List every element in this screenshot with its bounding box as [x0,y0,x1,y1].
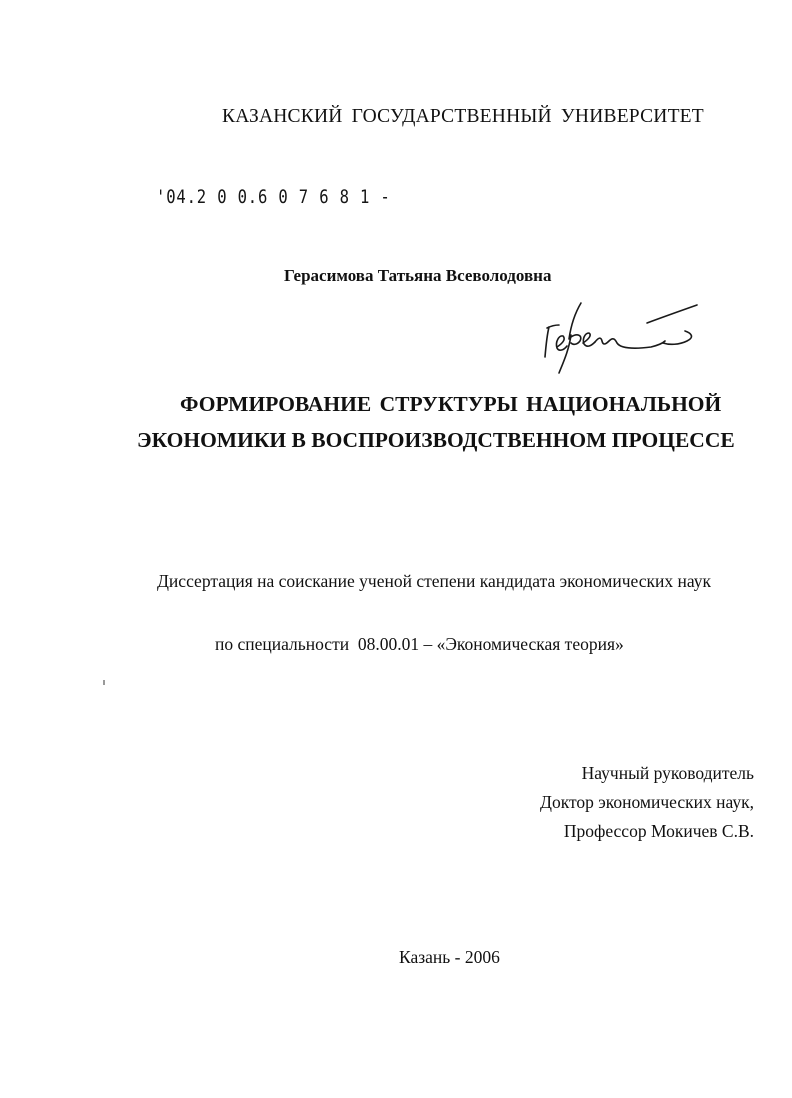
scan-artifact [103,680,105,685]
supervisor-name: Профессор Мокичев С.В. [563,821,754,841]
supervisor-degree: Доктор экономических наук, [540,792,754,812]
dissertation-title-line-1: ФОРМИРОВАНИЕ СТРУКТУРЫ НАЦИОНАЛЬНОЙ [180,392,722,416]
city-year: Казань - 2006 [399,947,500,967]
specialty: по специальности 08.00.01 – «Экономическая теория» [215,634,624,654]
author-name: Герасимова Татьяна Всеволодовна [284,266,552,285]
dissertation-title-line-2: ЭКОНОМИКИ В ВОСПРОИЗВОДСТВЕННОМ ПРОЦЕССЕ [137,428,735,452]
supervisor-block [540,759,754,846]
university-name: КАЗАНСКИЙ ГОСУДАРСТВЕННЫЙ УНИВЕРСИТЕТ [222,106,704,127]
signature-icon [535,295,710,380]
supervisor-role: Научный руководитель [581,763,754,783]
registration-stamp: '04.2 0 0.6 0 7 6 8 1 - [156,186,391,208]
dissertation-subtitle: Диссертация на соискание ученой степени кандидата экономических наук [157,571,711,591]
